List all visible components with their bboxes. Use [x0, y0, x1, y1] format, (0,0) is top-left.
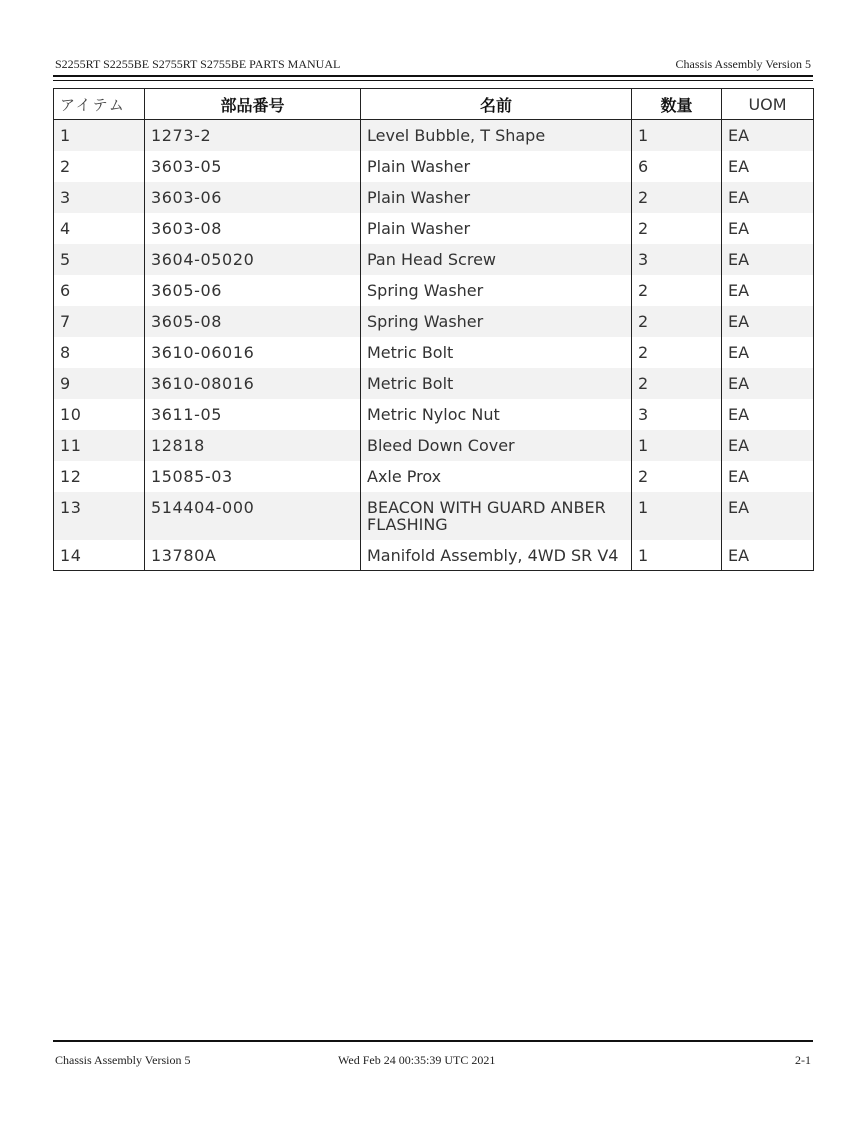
table-row — [54, 399, 814, 430]
cell-part-number: 3605-06 — [145, 275, 361, 306]
cell-name: BEACON WITH GUARD ANBER FLASHING — [361, 492, 632, 540]
cell-uom: EA — [722, 275, 814, 306]
table-row — [54, 244, 814, 275]
cell-quantity: 2 — [632, 275, 722, 306]
column-header-name: 名前 — [361, 89, 632, 120]
cell-quantity: 1 — [632, 430, 722, 461]
cell-item: 13 — [54, 492, 145, 540]
cell-uom: EA — [722, 492, 814, 540]
cell-item: 5 — [54, 244, 145, 275]
cell-item: 1 — [54, 120, 145, 151]
cell-item: 11 — [54, 430, 145, 461]
footer-page-number: 2-1 — [795, 1053, 811, 1067]
cell-quantity: 1 — [632, 492, 722, 540]
cell-part-number: 1273-2 — [145, 120, 361, 151]
cell-part-number: 3603-06 — [145, 182, 361, 213]
column-header-uom: UOM — [722, 89, 814, 120]
cell-part-number: 3610-06016 — [145, 337, 361, 368]
cell-name: Manifold Assembly, 4WD SR V4 — [361, 540, 632, 571]
cell-quantity: 3 — [632, 399, 722, 430]
table-row — [54, 461, 814, 492]
cell-quantity: 2 — [632, 306, 722, 337]
table-row — [54, 182, 814, 213]
parts-table — [53, 88, 814, 571]
cell-item: 10 — [54, 399, 145, 430]
cell-part-number: 514404-000 — [145, 492, 361, 540]
footer-timestamp: Wed Feb 24 00:35:39 UTC 2021 — [338, 1053, 496, 1067]
cell-name: Plain Washer — [361, 213, 632, 244]
cell-uom: EA — [722, 120, 814, 151]
cell-name: Metric Nyloc Nut — [361, 399, 632, 430]
table-row — [54, 368, 814, 399]
cell-item: 3 — [54, 182, 145, 213]
cell-uom: EA — [722, 430, 814, 461]
cell-name: Pan Head Screw — [361, 244, 632, 275]
cell-item: 8 — [54, 337, 145, 368]
table-row — [54, 120, 814, 151]
table-row — [54, 275, 814, 306]
cell-name: Spring Washer — [361, 306, 632, 337]
header-manual-title: S2255RT S2255BE S2755RT S2755BE PARTS MANUAL — [55, 57, 341, 71]
cell-uom: EA — [722, 213, 814, 244]
header-rule — [53, 75, 813, 77]
cell-uom: EA — [722, 461, 814, 492]
column-header-part-number: 部品番号 — [145, 89, 361, 120]
cell-name: Plain Washer — [361, 182, 632, 213]
cell-name: Bleed Down Cover — [361, 430, 632, 461]
table-row — [54, 151, 814, 182]
cell-part-number: 3603-05 — [145, 151, 361, 182]
cell-name: Metric Bolt — [361, 337, 632, 368]
cell-uom: EA — [722, 337, 814, 368]
cell-part-number: 3603-08 — [145, 213, 361, 244]
footer-section-title: Chassis Assembly Version 5 — [55, 1053, 191, 1067]
cell-name: Level Bubble, T Shape — [361, 120, 632, 151]
header-rule-thin — [53, 80, 813, 81]
cell-part-number: 13780A — [145, 540, 361, 571]
cell-item: 7 — [54, 306, 145, 337]
cell-uom: EA — [722, 399, 814, 430]
footer-rule — [53, 1040, 813, 1042]
cell-uom: EA — [722, 151, 814, 182]
cell-quantity: 6 — [632, 151, 722, 182]
cell-uom: EA — [722, 244, 814, 275]
cell-quantity: 3 — [632, 244, 722, 275]
cell-part-number: 12818 — [145, 430, 361, 461]
cell-quantity: 2 — [632, 213, 722, 244]
cell-part-number: 15085-03 — [145, 461, 361, 492]
cell-quantity: 2 — [632, 182, 722, 213]
cell-item: 12 — [54, 461, 145, 492]
table-row — [54, 337, 814, 368]
header-section-title: Chassis Assembly Version 5 — [675, 57, 811, 71]
cell-name: Plain Washer — [361, 151, 632, 182]
cell-uom: EA — [722, 182, 814, 213]
table-row — [54, 492, 814, 540]
table-row — [54, 430, 814, 461]
cell-part-number: 3610-08016 — [145, 368, 361, 399]
cell-name: Axle Prox — [361, 461, 632, 492]
cell-name: Metric Bolt — [361, 368, 632, 399]
table-row — [54, 540, 814, 571]
cell-quantity: 2 — [632, 337, 722, 368]
cell-quantity: 1 — [632, 120, 722, 151]
cell-uom: EA — [722, 368, 814, 399]
cell-part-number: 3604-05020 — [145, 244, 361, 275]
cell-name: Spring Washer — [361, 275, 632, 306]
cell-item: 2 — [54, 151, 145, 182]
cell-part-number: 3605-08 — [145, 306, 361, 337]
cell-item: 4 — [54, 213, 145, 244]
table-row — [54, 213, 814, 244]
table-header-row — [54, 89, 814, 120]
cell-quantity: 1 — [632, 540, 722, 571]
cell-quantity: 2 — [632, 368, 722, 399]
cell-uom: EA — [722, 306, 814, 337]
cell-uom: EA — [722, 540, 814, 571]
cell-item: 9 — [54, 368, 145, 399]
table-row — [54, 306, 814, 337]
cell-item: 6 — [54, 275, 145, 306]
column-header-quantity: 数量 — [632, 89, 722, 120]
cell-part-number: 3611-05 — [145, 399, 361, 430]
cell-item: 14 — [54, 540, 145, 571]
column-header-item: アイテム — [54, 89, 145, 120]
cell-quantity: 2 — [632, 461, 722, 492]
